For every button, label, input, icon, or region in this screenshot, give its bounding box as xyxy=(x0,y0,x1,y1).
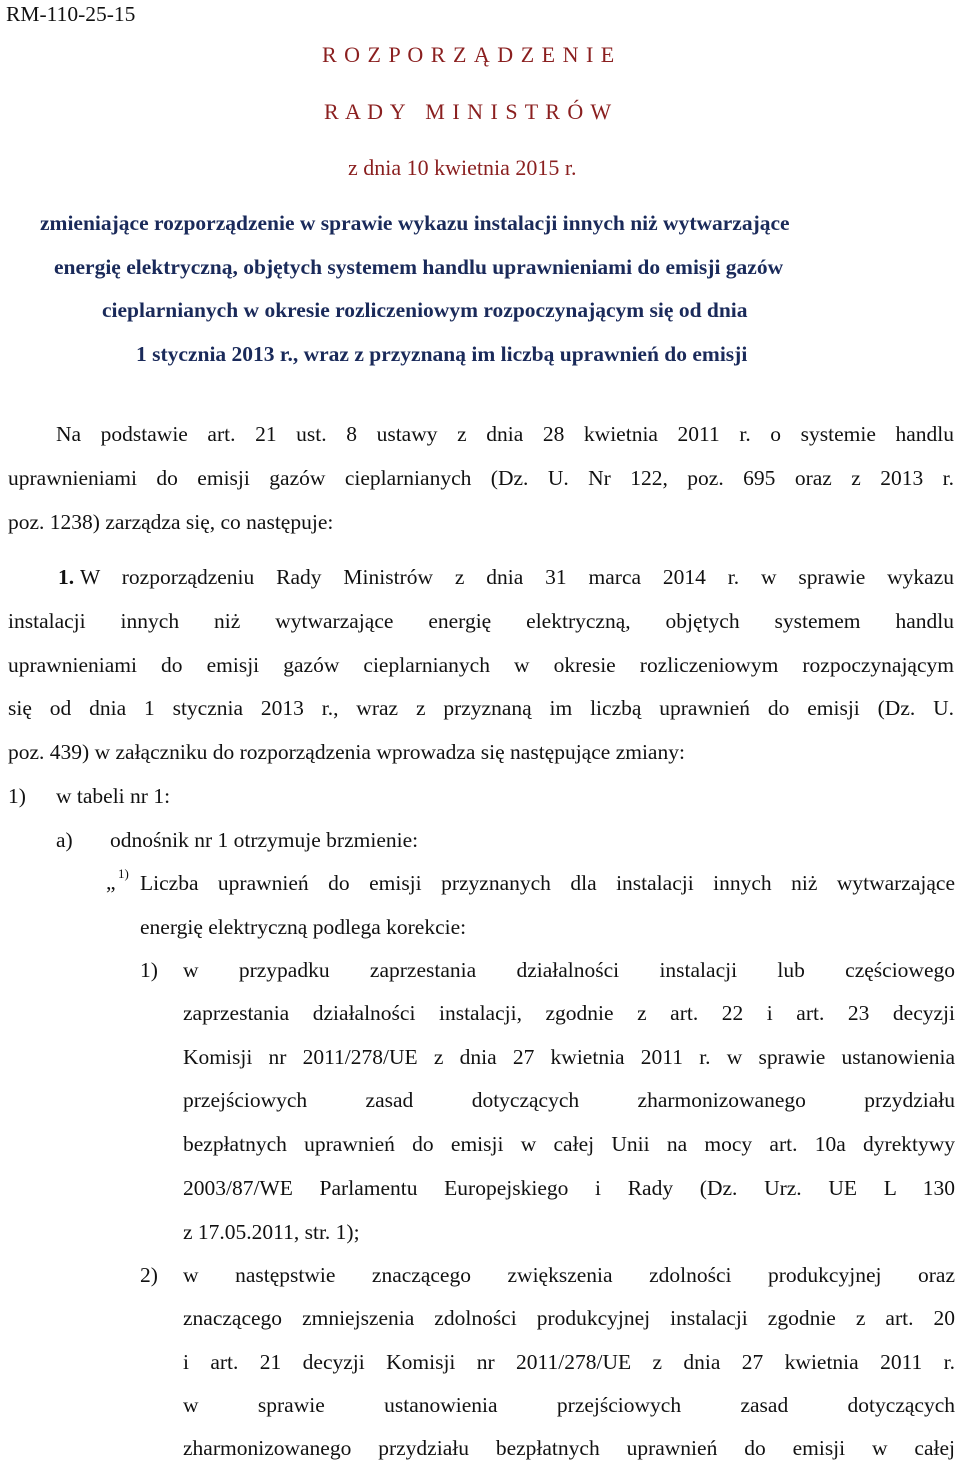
subitem-line: przejściowych zasad dotyczących zharmonizowanego przydziału xyxy=(183,1090,955,1112)
subitem-line: bezpłatnych uprawnień do emisji w całej Unii na mocy art. 10a dyrektywy xyxy=(183,1134,955,1156)
subject-line: cieplarnianych w okresie rozliczeniowym rozpoczynającym się od dnia xyxy=(102,298,748,322)
preamble-line: poz. 1238) zarządza się, co następuje: xyxy=(8,510,334,534)
subitem-line: zharmonizowanego przydziału bezpłatnych uprawnień do emisji w całej xyxy=(183,1438,955,1460)
subitem-line: znaczącego zmniejszenia zdolności produkcyjnej instalacji zgodnie z art. 20 xyxy=(183,1308,955,1330)
section-line: instalacji innych niż wytwarzające energię elektryczną, objętych systemem handlu xyxy=(8,611,954,633)
subitem-number: 1) xyxy=(140,958,158,982)
subitem-line: zaprzestania działalności instalacji, zgodnie z art. 22 i art. 23 decyzji xyxy=(183,1003,955,1025)
subject-line: energię elektryczną, objętych systemem handlu uprawnieniami do emisji gazów xyxy=(54,255,784,279)
subitem-line: z 17.05.2011, str. 1); xyxy=(183,1220,360,1244)
footnote-line: Liczba uprawnień do emisji przyznanych dla instalacji innych niż wytwarzające xyxy=(140,873,955,895)
subitem-line: w sprawie ustanowienia przejściowych zasad dotyczących xyxy=(183,1395,955,1417)
letter-label: a) xyxy=(56,828,73,852)
document-date: z dnia 10 kwietnia 2015 r. xyxy=(348,155,577,180)
section-line: poz. 439) w załączniku do rozporządzenia wprowadza się następujące zmiany: xyxy=(8,740,685,764)
point-text: w tabeli nr 1: xyxy=(56,784,171,808)
subject-line: zmieniające rozporządzenie w sprawie wykazu instalacji innych niż wytwarzające xyxy=(40,211,790,235)
subitem-number: 2) xyxy=(140,1263,158,1287)
subitem-line: w przypadku zaprzestania działalności instalacji lub częściowego xyxy=(183,960,955,982)
section-line: uprawnieniami do emisji gazów cieplarnianych w okresie rozliczeniowym rozpoczynającym xyxy=(8,655,954,677)
subitem-line: w następstwie znaczącego zwiększenia zdolności produkcyjnej oraz xyxy=(183,1265,955,1287)
document-issuer: R A D Y M I N I S T R Ó W xyxy=(324,99,613,124)
footnote-marker: 1) xyxy=(118,866,129,881)
preamble-line: uprawnieniami do emisji gazów cieplarnianych (Dz. U. Nr 122, poz. 695 oraz z 2013 r. xyxy=(8,468,954,490)
subitem-line: i art. 21 decyzji Komisji nr 2011/278/UE z dnia 27 kwietnia 2011 r. xyxy=(183,1352,955,1374)
point-number: 1) xyxy=(8,784,26,808)
subitem-line: 2003/87/WE Parlamentu Europejskiego i Rady (Dz. Urz. UE L 130 xyxy=(183,1178,955,1200)
section-number: 1. xyxy=(58,565,75,589)
footnote-line: energię elektryczną podlega korekcie: xyxy=(140,915,467,939)
reference-number: RM-110-25-15 xyxy=(6,2,136,26)
section-line: W rozporządzeniu Rady Ministrów z dnia 31 marca 2014 r. w sprawie wykazu xyxy=(80,567,954,589)
preamble-line: Na podstawie art. 21 ust. 8 ustawy z dnia 28 kwietnia 2011 r. o systemie handlu xyxy=(56,424,954,446)
section-line: się od dnia 1 stycznia 2013 r., wraz z przyznaną im liczbą uprawnień do emisji (Dz. U. xyxy=(8,698,954,720)
document-title: R O Z P O R Z Ą D Z E N I E xyxy=(322,42,616,67)
opening-quote: „ xyxy=(106,870,116,894)
letter-text: odnośnik nr 1 otrzymuje brzmienie: xyxy=(110,828,419,852)
subject-line: 1 stycznia 2013 r., wraz z przyznaną im liczbą uprawnień do emisji xyxy=(136,342,748,366)
subitem-line: Komisji nr 2011/278/UE z dnia 27 kwietnia 2011 r. w sprawie ustanowienia xyxy=(183,1047,955,1069)
